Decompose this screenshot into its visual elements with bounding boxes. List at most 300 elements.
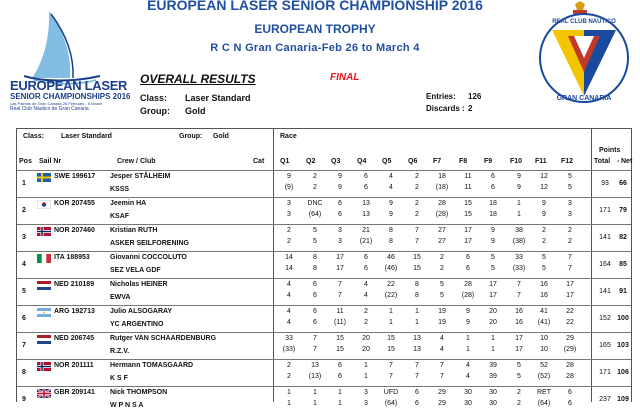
row-position: 5 (22, 288, 26, 295)
race-score: 6 (313, 281, 317, 288)
race-score: 9 (466, 308, 470, 315)
race-score: 41 (540, 308, 548, 315)
race-score-counted: 6 (338, 211, 342, 218)
race-score: 1 (389, 308, 393, 315)
race-score: 4 (287, 308, 291, 315)
race-score: 17 (464, 227, 472, 234)
race-score-counted: 12 (540, 184, 548, 191)
race-score: 3 (338, 227, 342, 234)
race-score-counted: 7 (313, 346, 317, 353)
race-score-counted: 4 (287, 319, 291, 326)
race-score: 13 (413, 335, 421, 342)
net-points: 91 (619, 288, 627, 295)
race-score-counted: (21) (359, 238, 373, 245)
race-score-counted: 5 (517, 373, 521, 380)
row-position: 8 (22, 369, 26, 376)
sailor-club: ASKER SEILFORENING (110, 240, 189, 247)
race-score: 1 (415, 308, 419, 315)
group-value: Gold (185, 106, 206, 116)
race-score: 4 (389, 173, 393, 180)
final-label: FINAL (330, 72, 360, 83)
race-score: 6 (313, 308, 317, 315)
race-score-counted: 17 (336, 265, 344, 272)
sailor-name: Jesper STÅLHEIM (110, 173, 171, 180)
race-score-counted: (64) (537, 400, 551, 407)
results-table (16, 128, 633, 409)
race-score-counted: 2 (568, 238, 572, 245)
race-score-counted: 6 (313, 292, 317, 299)
race-score: 18 (438, 173, 446, 180)
race-score-counted: (33) (512, 265, 526, 272)
race-score-counted: (38) (512, 238, 526, 245)
race-score: 2 (440, 254, 444, 261)
race-score-counted: 7 (415, 373, 419, 380)
race-score-counted: 6 (364, 184, 368, 191)
race-score: 38 (515, 227, 523, 234)
total-points: 93 (601, 180, 609, 187)
discards-label: Discards : (426, 104, 465, 113)
sail-number: NED 210189 (54, 281, 95, 288)
race-score-counted: 3 (338, 238, 342, 245)
race-score: 12 (540, 173, 548, 180)
col-header-sep: - (617, 158, 620, 165)
race-score-counted: 16 (515, 319, 523, 326)
race-score-counted: 2 (542, 238, 546, 245)
race-score: 2 (313, 173, 317, 180)
sail-number: NOR 201111 (54, 362, 94, 369)
race-heading: Race (280, 133, 297, 140)
race-score: 16 (515, 308, 523, 315)
race-score-counted: 4 (466, 373, 470, 380)
table-class-label: Class: (23, 133, 45, 140)
sailor-name: Julio ALSOGARAY (110, 308, 173, 315)
col-header-race: F12 (561, 158, 574, 165)
race-score-counted: 9 (542, 211, 546, 218)
table-row (17, 278, 631, 306)
race-score-counted: 9 (389, 211, 393, 218)
col-header-race: F9 (484, 158, 493, 165)
sail-number: SWE 199617 (54, 173, 96, 180)
race-score: 20 (489, 308, 497, 315)
race-score-counted: 2 (287, 373, 291, 380)
race-score-counted: 14 (285, 265, 293, 272)
race-score: 15 (413, 254, 421, 261)
race-score-counted: 4 (389, 184, 393, 191)
race-score-counted: 17 (515, 346, 523, 353)
race-score-counted: 9 (338, 184, 342, 191)
race-score: 17 (566, 281, 574, 288)
race-score-counted: 2 (313, 184, 317, 191)
club-crest-icon (530, 0, 638, 108)
page-title: EUROPEAN LASER SENIOR CHAMPIONSHIP 2016 (147, 0, 483, 13)
race-score: 13 (362, 200, 370, 207)
race-score-counted: (64) (308, 211, 322, 218)
race-score: 2 (287, 362, 291, 369)
race-score: 9 (338, 173, 342, 180)
race-score: 21 (362, 227, 370, 234)
race-score: 2 (364, 308, 368, 315)
race-score-counted: 30 (464, 400, 472, 407)
race-score: 4 (466, 362, 470, 369)
race-score-counted: 9 (466, 319, 470, 326)
race-score-counted: 15 (464, 211, 472, 218)
race-score: 20 (362, 335, 370, 342)
race-score-counted: (28) (461, 292, 475, 299)
row-position: 2 (22, 207, 26, 214)
col-header-race: Q6 (408, 158, 418, 165)
race-score-counted: 5 (313, 238, 317, 245)
race-score: 4 (440, 335, 444, 342)
race-score: 9 (287, 173, 291, 180)
sail-number: NED 206745 (54, 335, 95, 342)
logo-dates: Las Palmas de Gran Canaria 26 February - 5 March (10, 101, 103, 106)
race-score-counted: 1 (415, 319, 419, 326)
race-score-counted: (46) (384, 265, 398, 272)
sailor-name: Giovanni COCCOLUTO (110, 254, 187, 261)
table-row (17, 305, 631, 333)
race-score: 17 (515, 335, 523, 342)
race-score-counted: (29) (563, 346, 577, 353)
net-points: 82 (619, 234, 627, 241)
sailor-club: W P N S A (110, 402, 144, 409)
race-score: 6 (466, 254, 470, 261)
sailor-club: SEZ VELA GDF (110, 267, 161, 274)
col-header-race: Q4 (357, 158, 367, 165)
total-points: 237 (599, 396, 611, 403)
race-score-counted: 28 (566, 373, 574, 380)
race-score-counted: 15 (413, 265, 421, 272)
row-position: 3 (22, 234, 26, 241)
race-score: 28 (464, 281, 472, 288)
race-score: 5 (542, 254, 546, 261)
race-score: 16 (540, 281, 548, 288)
race-score: 7 (389, 362, 393, 369)
race-score: 8 (389, 227, 393, 234)
race-score-counted: 22 (566, 319, 574, 326)
row-position: 1 (22, 180, 26, 187)
race-score-counted: 15 (387, 346, 395, 353)
net-points: 106 (617, 369, 629, 376)
race-score-counted: 9 (491, 238, 495, 245)
race-score-counted: 3 (287, 211, 291, 218)
race-score-counted: 1 (389, 319, 393, 326)
total-points: 141 (599, 288, 611, 295)
table-row (17, 197, 631, 225)
race-score: 14 (285, 254, 293, 261)
col-header-race: Q5 (382, 158, 392, 165)
race-score-counted: 6 (313, 319, 317, 326)
net-points: 103 (617, 342, 629, 349)
race-score-counted: 9 (517, 184, 521, 191)
race-score-counted: 29 (438, 400, 446, 407)
race-score: 15 (387, 335, 395, 342)
race-score: 8 (313, 254, 317, 261)
col-header-race: F7 (433, 158, 442, 165)
sail-number: KOR 207455 (54, 200, 95, 207)
country-flag-icon (37, 335, 51, 344)
table-row (17, 359, 631, 387)
race-score-counted: (11) (334, 319, 346, 326)
race-score: UFD (383, 389, 399, 396)
race-score: 7 (568, 254, 572, 261)
country-flag-icon (37, 227, 51, 236)
race-score-counted: 5 (568, 184, 572, 191)
race-score: 9 (542, 200, 546, 207)
race-score-counted: 2 (287, 238, 291, 245)
points-heading: Points (599, 147, 621, 154)
race-score-counted: 6 (364, 265, 368, 272)
col-header-race: F10 (510, 158, 523, 165)
sail-number: GBR 209141 (54, 389, 95, 396)
race-score-counted: 2 (517, 400, 521, 407)
race-score: 5 (313, 227, 317, 234)
race-score: 7 (440, 362, 444, 369)
country-flag-icon (37, 254, 51, 263)
race-score-counted: 10 (540, 346, 548, 353)
race-score: 6 (364, 173, 368, 180)
total-points: 141 (599, 234, 611, 241)
race-score: 29 (438, 389, 446, 396)
race-score: 5 (517, 362, 521, 369)
race-score: 2 (517, 389, 521, 396)
race-score-counted: 6 (466, 265, 470, 272)
sailor-name: Nicholas HEINER (110, 281, 168, 288)
crest-bottom-text: GRAN CANARIA (556, 95, 612, 102)
col-header-race: F8 (459, 158, 468, 165)
table-row (17, 224, 631, 252)
race-score-counted: 7 (338, 292, 342, 299)
sail-number: NOR 207460 (54, 227, 95, 234)
race-score: 7 (415, 362, 419, 369)
race-score-counted: 17 (464, 238, 472, 245)
sailor-name: Nick THOMPSON (110, 389, 168, 396)
race-score-counted: 7 (440, 373, 444, 380)
race-score-counted: 7 (568, 265, 572, 272)
race-score: 17 (336, 254, 344, 261)
race-score: 1 (364, 362, 368, 369)
race-score: 13 (311, 362, 319, 369)
race-score: 6 (568, 389, 572, 396)
race-score: 1 (338, 389, 342, 396)
entries-value: 126 (468, 92, 482, 101)
race-score-counted: 18 (489, 211, 497, 218)
country-flag-icon (37, 173, 51, 182)
race-score: DNC (307, 200, 323, 207)
race-score-counted: 15 (336, 346, 344, 353)
total-points: 164 (599, 261, 611, 268)
sailor-name: Jeemin HA (110, 200, 147, 207)
race-score: 7 (313, 335, 317, 342)
race-score-counted: 2 (440, 265, 444, 272)
race-score-counted: (18) (435, 184, 449, 191)
race-score: 15 (464, 200, 472, 207)
sailor-club: R.Z.V. (110, 348, 130, 355)
race-score: 7 (338, 281, 342, 288)
row-position: 4 (22, 261, 26, 268)
race-score-counted: (64) (384, 400, 398, 407)
race-score-counted: 17 (489, 292, 497, 299)
race-score: 30 (489, 389, 497, 396)
table-row (17, 332, 631, 360)
race-score: 6 (491, 173, 495, 180)
row-position: 9 (22, 396, 26, 403)
race-score: 3 (568, 200, 572, 207)
sail-number: ARG 192713 (54, 308, 95, 315)
col-header-sail: Sail Nr (39, 158, 62, 165)
race-score: RET (537, 389, 551, 396)
race-score-counted: (41) (537, 319, 551, 326)
race-score: 6 (415, 389, 419, 396)
country-flag-icon (37, 281, 51, 290)
race-score: 6 (338, 200, 342, 207)
race-score-counted: 1 (466, 346, 470, 353)
race-score-counted: 16 (540, 292, 548, 299)
race-score-counted: 27 (438, 238, 446, 245)
race-score: 30 (464, 389, 472, 396)
sailor-club: K S F (110, 375, 128, 382)
class-value: Laser Standard (185, 93, 251, 103)
country-flag-icon (37, 308, 51, 317)
race-score-counted: 5 (542, 265, 546, 272)
race-score: 2 (415, 200, 419, 207)
race-score-counted: 11 (464, 184, 472, 191)
table-row (17, 251, 631, 279)
race-score: 1 (517, 200, 521, 207)
class-label: Class: (140, 93, 168, 103)
race-score: 29 (566, 335, 574, 342)
table-group-value: Gold (213, 133, 229, 140)
race-score-counted: 13 (413, 346, 421, 353)
race-score-counted: 30 (489, 400, 497, 407)
race-score-counted: 6 (491, 184, 495, 191)
race-score: 22 (566, 308, 574, 315)
race-score-counted: 19 (438, 319, 446, 326)
race-score: 9 (517, 173, 521, 180)
sailor-club: KSSS (110, 186, 130, 193)
race-score-counted: 4 (364, 292, 368, 299)
net-points: 85 (619, 261, 627, 268)
race-score-counted: 5 (440, 292, 444, 299)
race-score: 1 (491, 335, 495, 342)
race-score-counted: 20 (489, 319, 497, 326)
race-score: 5 (440, 281, 444, 288)
row-position: 6 (22, 315, 26, 322)
race-score-counted: 6 (415, 400, 419, 407)
col-header-crew: Crew / Club (117, 158, 156, 165)
race-score: 19 (438, 308, 446, 315)
sailor-name: Hermann TOMASGAARD (110, 362, 194, 369)
race-score: 11 (464, 173, 472, 180)
total-points: 165 (599, 342, 611, 349)
race-score: 52 (540, 362, 548, 369)
table-row (17, 386, 631, 414)
logo-club: Real Club Náutico de Gran Canaria (10, 106, 89, 112)
race-score: 6 (338, 362, 342, 369)
race-score-counted: 1 (491, 346, 495, 353)
total-points: 152 (599, 315, 611, 322)
venue-dates: R C N Gran Canaria-Feb 26 to March 4 (210, 42, 420, 54)
race-score-counted: 17 (566, 292, 574, 299)
country-flag-icon (37, 200, 51, 209)
race-score-counted: 7 (415, 238, 419, 245)
race-score-counted: 1 (517, 211, 521, 218)
race-score-counted: 5 (491, 265, 495, 272)
race-score-counted: 1 (287, 400, 291, 407)
page-subtitle: EUROPEAN TROPHY (254, 22, 376, 36)
race-score-counted: 1 (313, 400, 317, 407)
col-header-cat: Cat (253, 158, 265, 165)
col-header-race: Q3 (331, 158, 341, 165)
race-score-counted: 8 (389, 238, 393, 245)
overall-results-heading: OVERALL RESULTS (140, 72, 256, 86)
race-score: 39 (489, 362, 497, 369)
race-score-counted: 1 (364, 373, 368, 380)
race-score-counted: 2 (364, 319, 368, 326)
race-score: 18 (489, 200, 497, 207)
country-flag-icon (37, 362, 51, 371)
race-score: 9 (491, 227, 495, 234)
race-score-counted: 4 (287, 292, 291, 299)
race-score: 9 (389, 200, 393, 207)
col-header-race: Q1 (280, 158, 290, 165)
table-row (17, 170, 631, 198)
race-score-counted: 6 (568, 400, 572, 407)
discards-value: 2 (468, 104, 473, 113)
race-score: 1 (313, 389, 317, 396)
race-score: 22 (387, 281, 395, 288)
crest-top-text: REAL CLUB NAUTICO (552, 19, 616, 25)
race-score: 6 (364, 254, 368, 261)
race-score: 28 (438, 200, 446, 207)
total-points: 171 (599, 369, 611, 376)
race-score-counted: 39 (489, 373, 497, 380)
total-points: 171 (599, 207, 611, 214)
table-group-label: Group: (179, 133, 203, 140)
sailor-name: Rutger VAN SCHAARDENBURG (110, 335, 217, 342)
race-score-counted: 7 (517, 292, 521, 299)
race-score-counted: (22) (384, 292, 398, 299)
race-score-counted: 8 (415, 292, 419, 299)
race-score-counted: 8 (313, 265, 317, 272)
race-score: 28 (566, 362, 574, 369)
race-score: 3 (287, 200, 291, 207)
race-score: 4 (287, 281, 291, 288)
race-score: 7 (517, 281, 521, 288)
race-score: 10 (540, 335, 548, 342)
race-score-counted: 4 (440, 346, 444, 353)
race-score-counted: (28) (435, 211, 449, 218)
race-score-counted: 1 (338, 400, 342, 407)
race-score-counted: 6 (338, 373, 342, 380)
col-header-total: Total (594, 158, 611, 165)
logo-subtitle: SENIOR CHAMPIONSHIPS 2016 (10, 92, 131, 101)
race-score-counted: 13 (362, 211, 370, 218)
sailor-club: EWVA (110, 294, 131, 301)
net-points: 79 (619, 207, 627, 214)
race-score: 33 (285, 335, 293, 342)
col-header-race: Q2 (306, 158, 316, 165)
race-score-counted: (33) (282, 346, 296, 353)
race-score: 3 (364, 389, 368, 396)
sailor-name: Kristian RUTH (110, 227, 158, 234)
race-score-counted: 3 (364, 400, 368, 407)
race-score-counted: 20 (362, 346, 370, 353)
race-score: 27 (438, 227, 446, 234)
net-points: 100 (617, 315, 629, 322)
race-score: 17 (489, 281, 497, 288)
race-score: 15 (336, 335, 344, 342)
race-score-counted: 7 (389, 373, 393, 380)
